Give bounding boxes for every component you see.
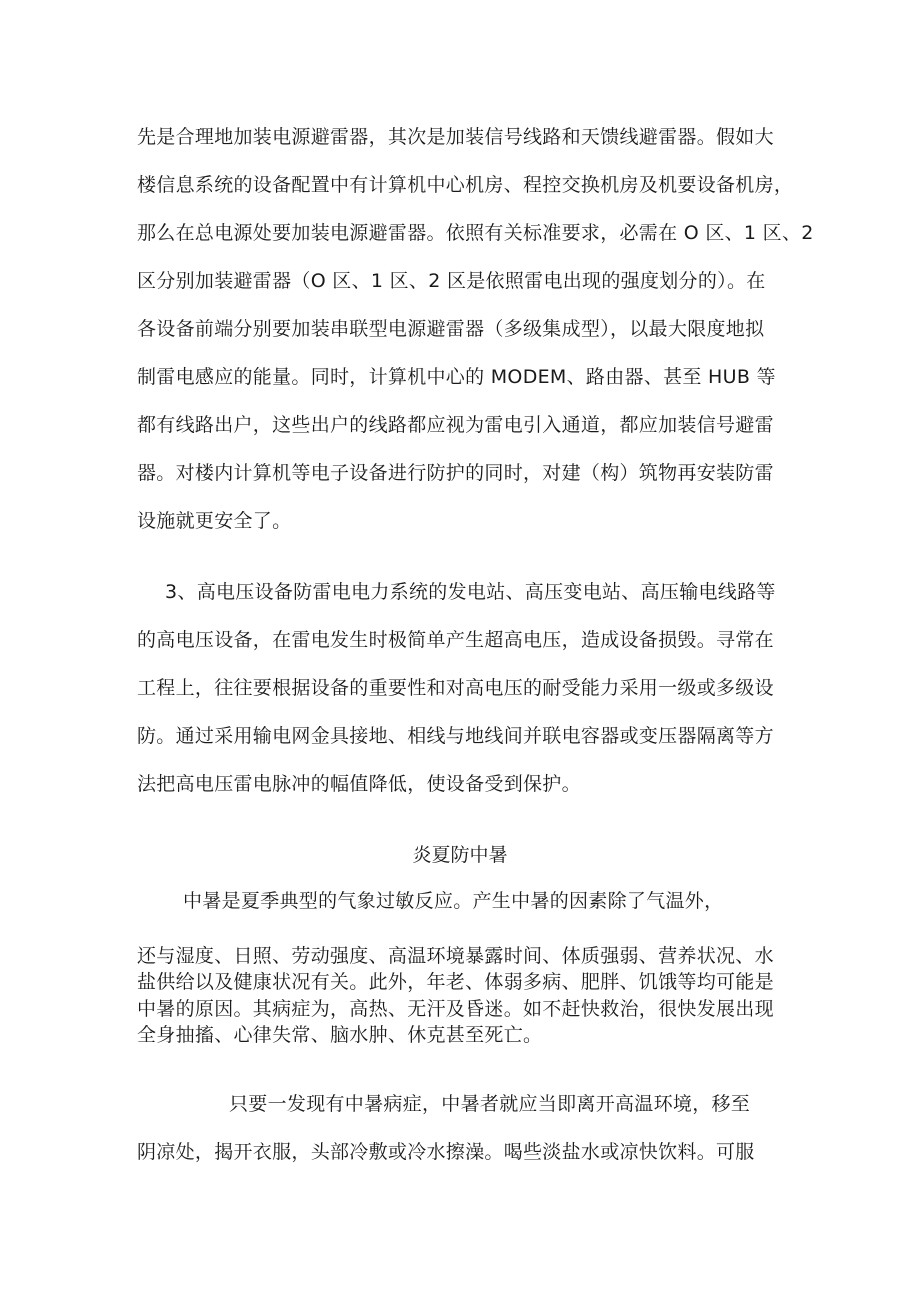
paragraph-line: 都有线路出户，这些出户的线路都应视为雷电引入通道，都应加装信号避雷: [137, 414, 774, 436]
paragraph-line: 器。对楼内计算机等电子设备进行防护的同时，对建（构）筑物再安装防雷: [137, 462, 774, 484]
paragraph-line: 阴凉处，揭开衣服，头部冷敷或冷水擦澡。喝些淡盐水或凉快饮料。可服: [137, 1141, 755, 1163]
paragraph-line: 防。通过采用输电网金具接地、相线与地线间并联电容器或变压器隔离等方: [137, 725, 774, 747]
paragraph-line: 制雷电感应的能量。同时，计算机中心的 MODEM、路由器、甚至 HUB 等: [137, 366, 776, 388]
paragraph-line: 工程上，往往要根据设备的重要性和对高电压的耐受能力采用一级或多级设: [137, 677, 774, 699]
paragraph-line: 设施就更安全了。: [137, 510, 292, 532]
paragraph-line: 法把高电压雷电脉冲的幅值降低，使设备受到保护。: [137, 773, 581, 795]
paragraph-line: 只要一发现有中暑病症，中暑者就应当即离开高温环境，移至: [229, 1093, 751, 1115]
paragraph-line: 区分别加装避雷器（O 区、1 区、2 区是依照雷电出现的强度划分的）。在: [137, 270, 766, 292]
paragraph-line: 盐供给以及健康状况有关。此外，年老、体弱多病、肥胖、饥饿等均可能是: [137, 971, 774, 993]
paragraph-line: 楼信息系统的设备配置中有计算机中心机房、程控交换机房及机要设备机房，: [137, 174, 794, 196]
paragraph-line: 先是合理地加装电源避雷器，其次是加装信号线路和天馈线避雷器。假如大: [137, 126, 774, 148]
section-title: 炎夏防中暑: [412, 844, 508, 866]
paragraph-line: 那么在总电源处要加装电源避雷器。依照有关标准要求，必需在 O 区、1 区、2: [137, 222, 814, 244]
paragraph-line: 中暑的原因。其病症为，高热、无汗及昏迷。如不赶快救治，很快发展出现: [137, 998, 774, 1020]
paragraph-line: 还与湿度、日照、劳动强度、高温环境暴露时间、体质强弱、营养状况、水: [137, 945, 774, 967]
paragraph-line: 各设备前端分别要加装串联型电源避雷器（多级集成型），以最大限度地拟: [137, 318, 765, 340]
paragraph-line: 的高电压设备，在雷电发生时极简单产生超高电压，造成设备损毁。寻常在: [137, 629, 774, 651]
intro-line: 中暑是夏季典型的气象过敏反应。产生中暑的因素除了气温外，: [183, 890, 724, 912]
paragraph-line: 3、高电压设备防雷电电力系统的发电站、高压变电站、高压输电线路等: [165, 581, 776, 603]
paragraph-line: 全身抽搐、心律失常、脑水肿、休克甚至死亡。: [137, 1024, 543, 1046]
